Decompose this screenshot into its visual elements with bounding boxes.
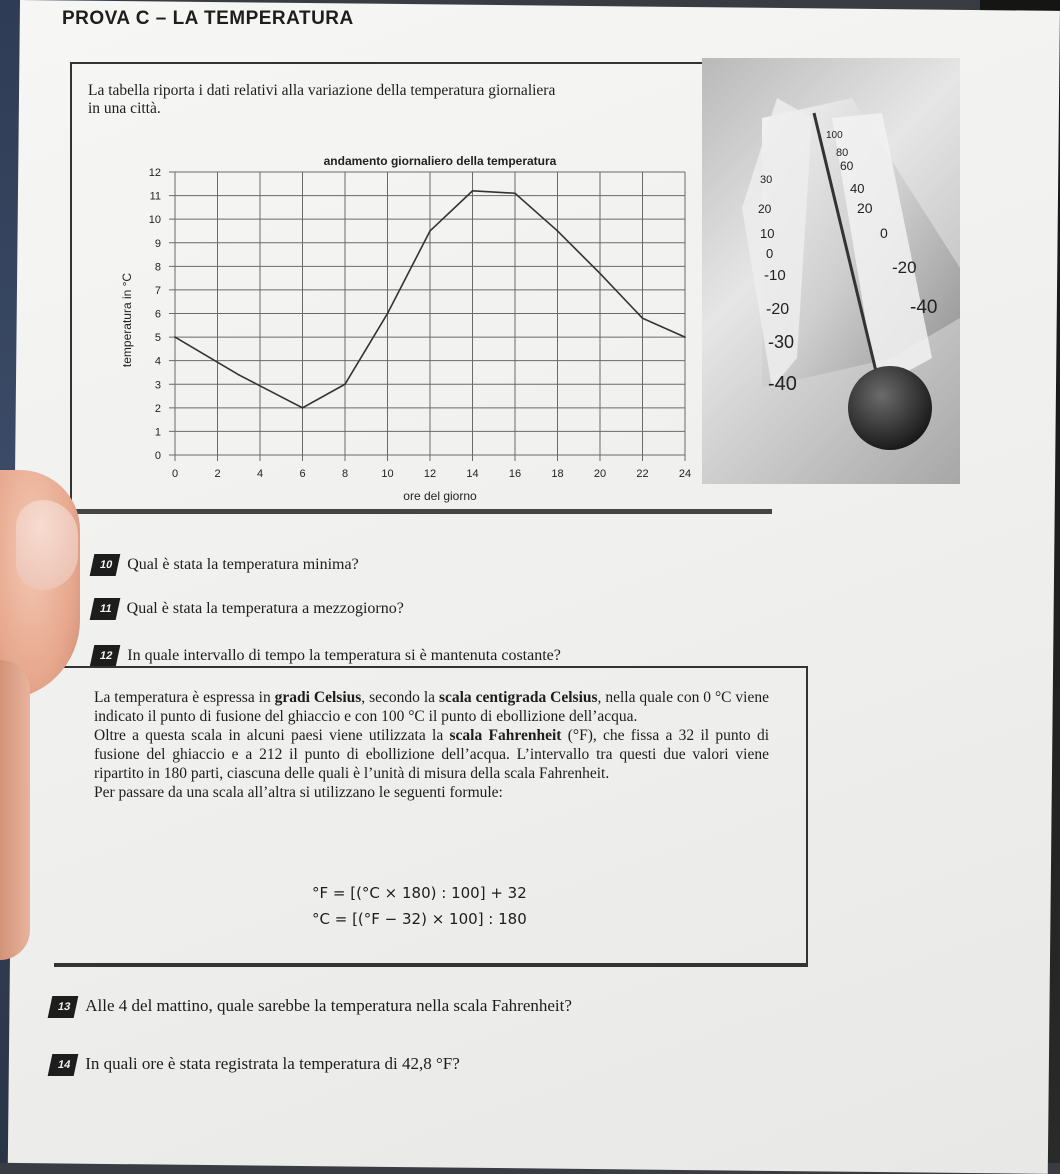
x-tick-label: 6 [299,468,306,480]
y-tick-label: 6 [154,308,161,321]
x-tick-label: 0 [171,468,179,480]
data-point [387,313,389,315]
right-scale-label: -40 [910,297,938,318]
right-scale-label: 60 [840,159,854,173]
data-point [514,192,516,194]
right-scale-label: -20 [892,258,917,277]
right-scale-label: 80 [836,147,849,159]
x-tick-label: 14 [466,468,479,480]
y-tick-label: 2 [154,402,161,415]
right-scale-label: 40 [850,181,865,196]
y-tick-label: 7 [154,284,161,297]
thermometer-photo [702,58,960,484]
question-text: Alle 4 del mattino, quale sarebbe la temperatura nella scala Fahrenheit? [85,996,572,1015]
page-title: PROVA C – LA TEMPERATURA [62,8,354,29]
info-text [94,688,769,802]
info-text-span: La temperatura è espressa in [94,689,275,706]
thermometer-illustration [702,58,960,484]
right-scale-label: 100 [826,130,843,141]
y-tick-label: 12 [148,167,161,179]
data-point [642,317,644,319]
question-11 [92,598,404,620]
right-scale-label: 0 [880,225,888,241]
formula-fahrenheit-to-celsius: °C = [(°F − 32) × 100] : 180 [312,910,527,928]
x-tick-label: 24 [678,468,692,480]
x-tick-label: 20 [593,468,607,480]
y-tick-label: 11 [149,190,161,203]
info-bold-span: scala centigrada Celsius [438,689,598,706]
question-number: 13 [48,996,79,1018]
chart-y-axis-label: temperatura in °C [120,272,134,368]
data-point [174,336,176,338]
y-tick-label: 10 [148,214,161,227]
question-10 [92,554,359,576]
chart-title: andamento giornaliero della temperatura [323,154,557,168]
y-tick-label: 4 [154,355,161,368]
x-tick-label: 16 [508,468,522,480]
left-scale-label: -10 [764,267,786,284]
data-point [599,273,601,275]
fingernail [16,500,78,590]
left-scale-label: 0 [766,246,774,261]
formula-celsius-to-fahrenheit: °F = [(°C × 180) : 100] + 32 [312,884,527,902]
y-tick-label: 9 [154,237,161,250]
question-14 [50,1054,460,1076]
data-point [684,336,686,338]
info-text-span: , secondo la [361,689,439,706]
x-tick-label: 2 [214,468,221,480]
question-number: 12 [90,645,121,667]
chart-grid [169,172,685,461]
right-scale-label: 20 [857,200,873,216]
y-tick-label: 5 [154,332,161,345]
x-tick-label: 4 [256,468,264,480]
y-tick-label: 8 [154,261,161,274]
question-text: In quale intervallo di tempo la temperatura si è mantenuta costante? [127,647,561,664]
data-point [302,407,304,409]
question-number: 10 [90,554,121,576]
left-scale-label: 30 [760,174,773,186]
intro-line-2: in una città. [88,100,161,117]
x-tick-label: 10 [381,468,394,480]
data-point [429,230,431,232]
y-tick-label: 3 [154,379,161,392]
info-paragraph-1 [94,688,769,726]
info-bold-span: scala Fahrenheit [449,727,562,744]
data-point [344,383,346,385]
thermometer-bulb [848,366,932,450]
info-text-span: , nella quale con 0 °C viene indicato il punto di fusione del ghiaccio e con 100 °C il punto di ebollizione dell’acqua. [94,689,769,725]
left-scale-label: 10 [760,226,775,241]
left-scale-label: -20 [766,301,790,318]
y-tick-label: 0 [154,450,161,462]
info-text-span: Oltre a questa scala in alcuni paesi viene utilizzata la [94,727,450,744]
x-tick-label: 12 [423,468,437,480]
question-number: 14 [48,1054,79,1076]
question-text: Qual è stata la temperatura a mezzogiorno? [126,600,404,617]
data-point [472,190,474,192]
x-tick-label: 22 [636,468,649,480]
info-bold-span: gradi Celsius [274,689,362,706]
hand [0,660,30,960]
intro-text [88,82,648,118]
data-point [238,374,240,376]
question-text: Qual è stata la temperatura minima? [127,556,359,573]
data-point [557,230,559,232]
left-scale-label: -30 [768,332,795,352]
chart-ticks [149,167,691,480]
info-text-span: (°F), che fissa a 32 il punto di fusione del ghiaccio e a 212 il punto di ebollizione dell’acqua. L’intervallo tra questi due valori viene ripartito in 180 parti, ciascuna delle quali è l’unità di misura della scala Fahrenheit. [94,727,770,782]
question-13 [50,996,572,1018]
info-paragraph-3: Per passare da una scala all’altra si utilizzano le seguenti formule: [94,784,503,801]
question-text: In quali ore è stata registrata la temperatura di 42,8 °F? [85,1054,460,1073]
intro-line-1: La tabella riporta i dati relativi alla variazione della temperatura giornaliera [88,82,556,99]
chart-x-axis-label: ore del giorno [403,489,477,503]
temperature-line-chart [95,140,705,510]
y-tick-label: 1 [154,426,161,439]
x-tick-label: 18 [551,468,564,480]
x-tick-label: 8 [341,468,349,480]
left-scale-label: -40 [768,373,797,395]
left-scale-label: 20 [758,202,772,216]
info-paragraph-2 [94,726,769,783]
question-12 [92,645,561,667]
question-number: 11 [90,598,120,620]
